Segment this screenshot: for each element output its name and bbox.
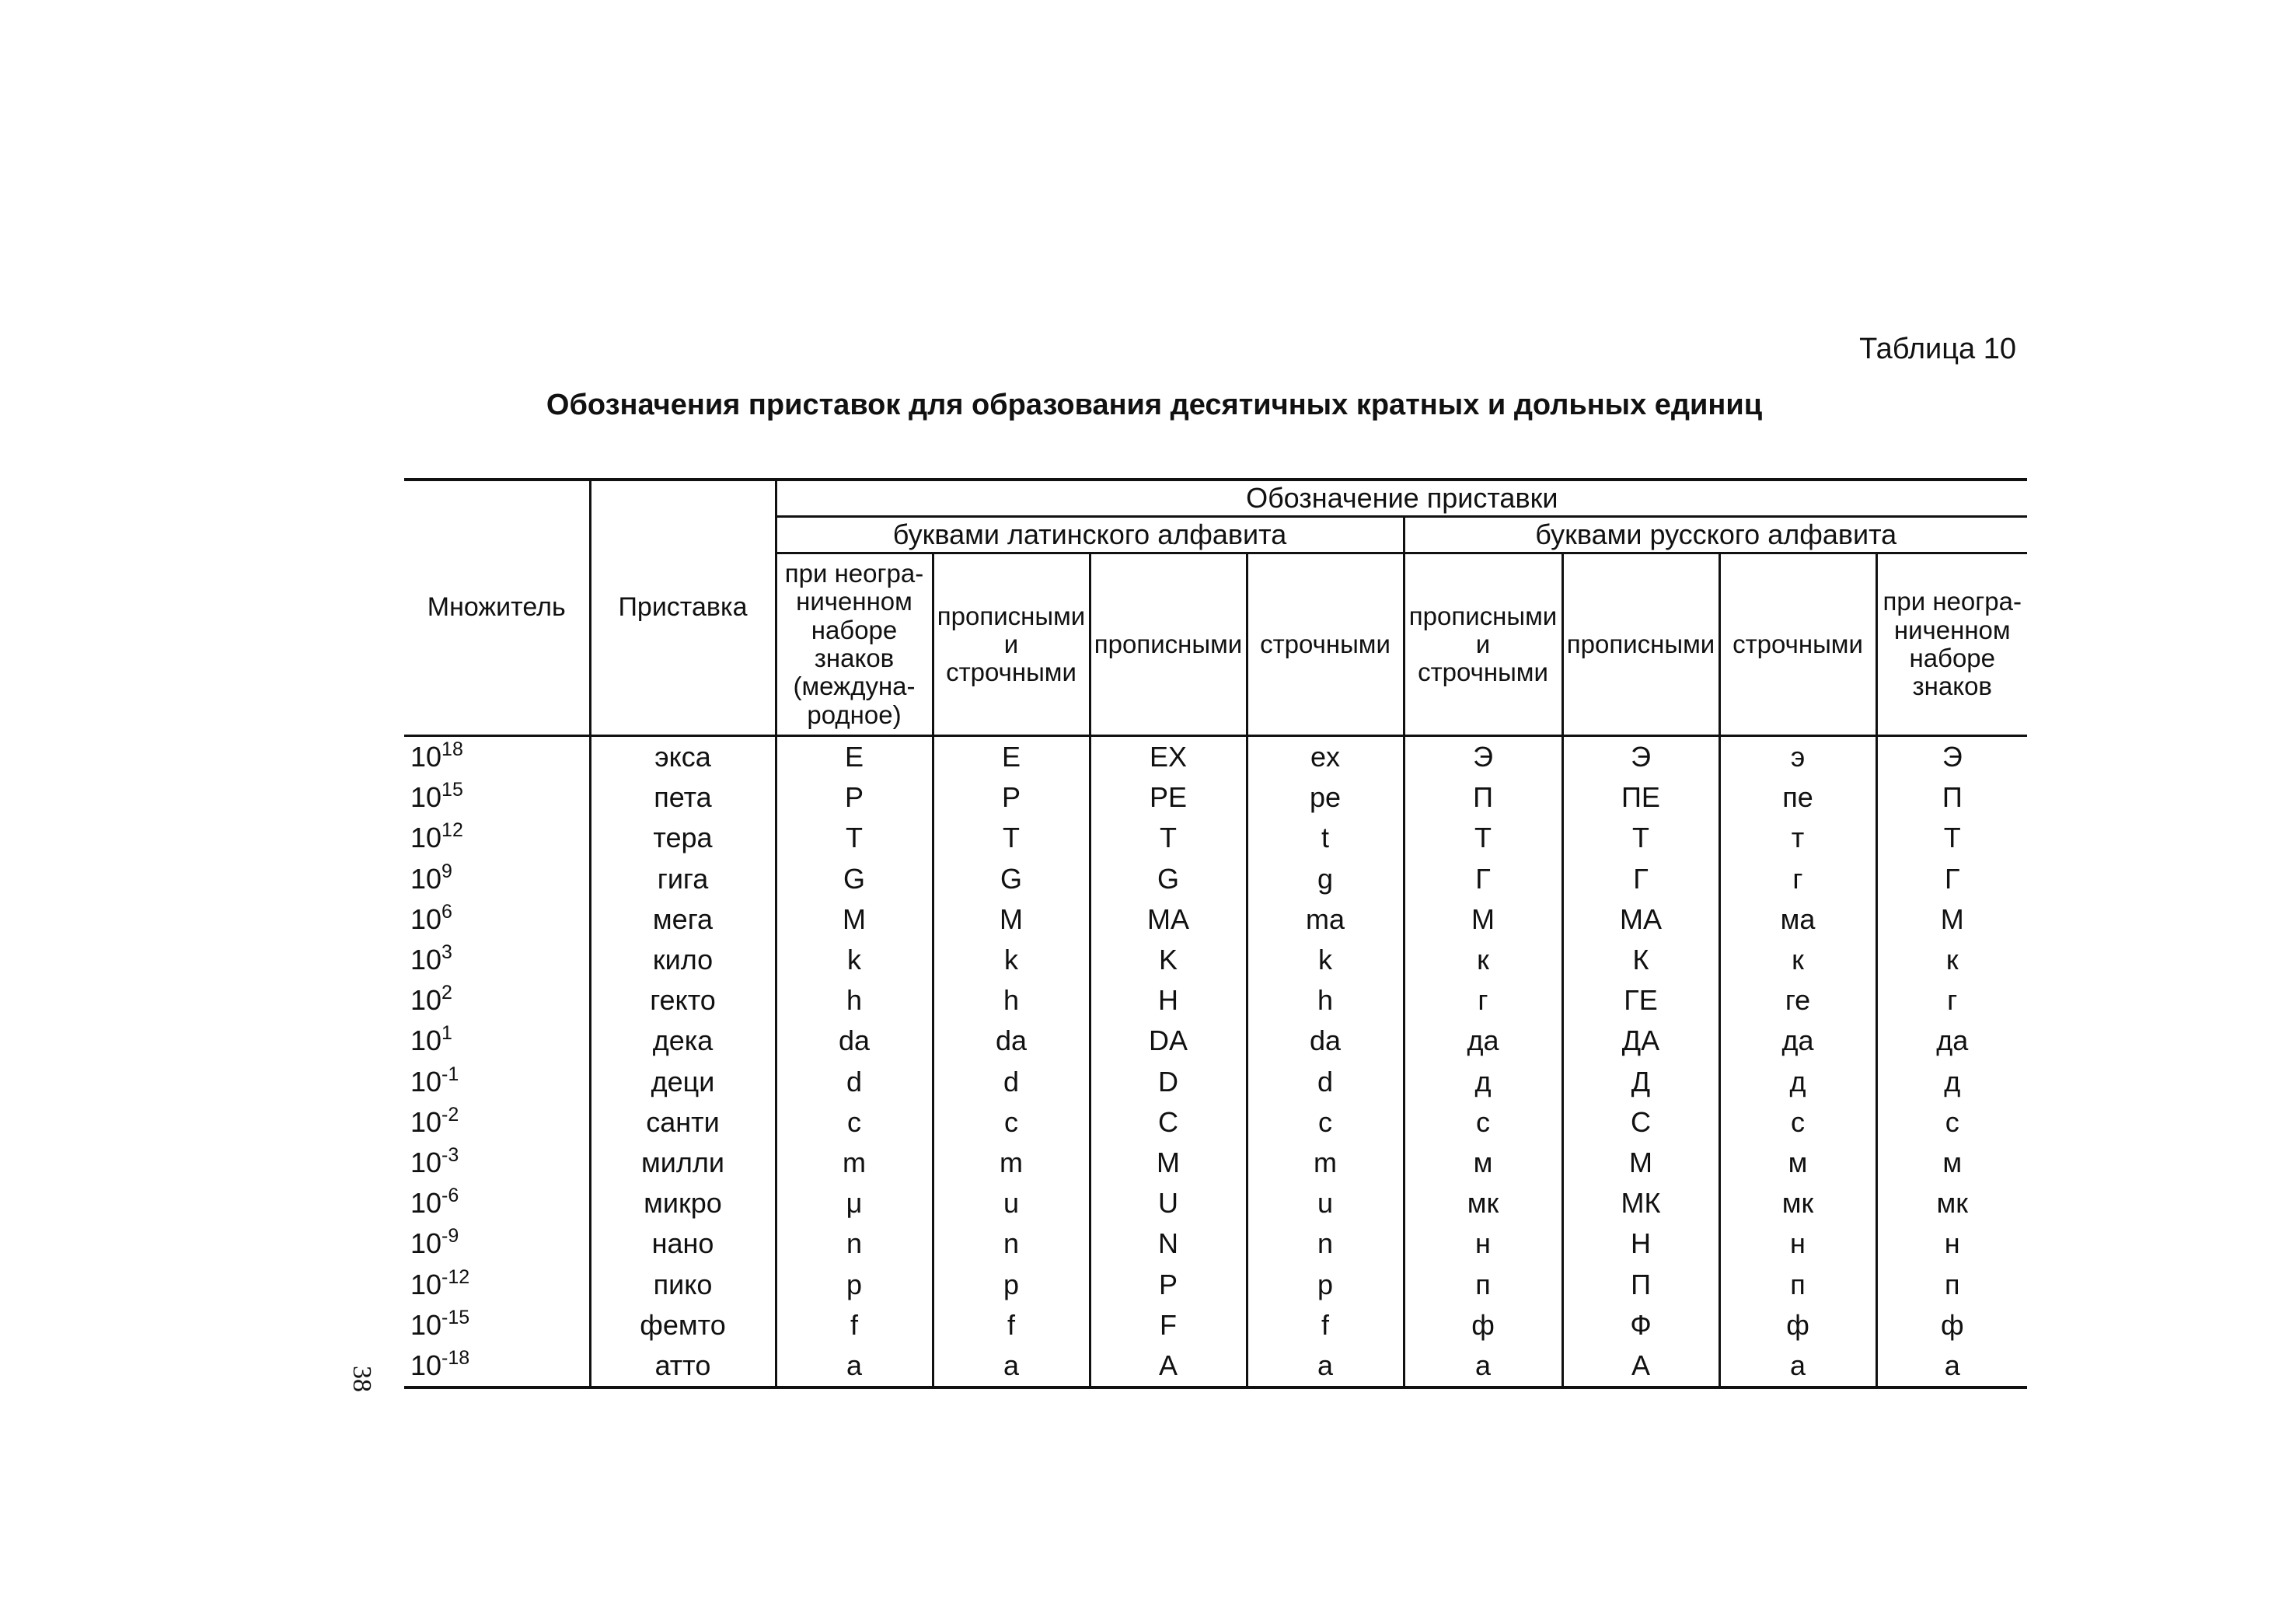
designation-cell: ПЕ: [1562, 777, 1719, 818]
designation-cell: Т: [1404, 818, 1562, 858]
designation-cell: c: [1247, 1102, 1404, 1143]
table-row: [404, 1346, 2027, 1387]
designation-cell: а: [1719, 1346, 1876, 1387]
designation-cell: Т: [1876, 818, 2027, 858]
designation-cell: G: [776, 859, 933, 899]
multiplier-base: 10: [410, 984, 442, 1017]
table-row: [404, 940, 2027, 980]
designation-cell: u: [1247, 1183, 1404, 1223]
designation-cell: E: [776, 736, 933, 778]
multiplier-exponent: -12: [441, 1265, 470, 1288]
designation-cell: ф: [1719, 1305, 1876, 1346]
table-row: [404, 1102, 2027, 1143]
multiplier-base: 10: [410, 822, 442, 854]
table-number-label: Таблица 10: [1859, 333, 2016, 365]
subheader-line: строчными: [1732, 629, 1863, 658]
table-row: [404, 1183, 2027, 1223]
table-row: [404, 899, 2027, 940]
multiplier-exponent: -15: [441, 1306, 470, 1328]
multiplier-cell: [404, 736, 590, 778]
designation-cell: н: [1404, 1223, 1562, 1264]
designation-cell: PE: [1090, 777, 1247, 818]
designation-cell: p: [1247, 1264, 1404, 1304]
designation-cell: К: [1562, 940, 1719, 980]
multiplier-exponent: -1: [441, 1063, 459, 1085]
designation-cell: с: [1404, 1102, 1562, 1143]
designation-cell: T: [776, 818, 933, 858]
prefix-cell: гига: [590, 859, 776, 899]
multiplier-base: 10: [410, 741, 442, 773]
header-prefix: Приставка: [590, 480, 776, 736]
multiplier-cell: [404, 859, 590, 899]
designation-cell: H: [1090, 980, 1247, 1021]
table-title: Обозначения приставок для образования десятичных кратных и дольных единиц: [546, 389, 1763, 421]
designation-cell: MA: [1090, 899, 1247, 940]
multiplier-exponent: 12: [441, 819, 463, 842]
subheader-line: при неогра-: [1883, 587, 2022, 616]
designation-cell: P: [776, 777, 933, 818]
multiplier-cell: [404, 1183, 590, 1223]
designation-cell: N: [1090, 1223, 1247, 1264]
subheader-5: [1404, 553, 1562, 736]
multiplier-cell: [404, 980, 590, 1021]
designation-cell: э: [1719, 736, 1876, 778]
designation-cell: а: [1404, 1346, 1562, 1387]
multiplier-cell: [404, 1143, 590, 1183]
designation-cell: h: [933, 980, 1090, 1021]
designation-cell: da: [1247, 1021, 1404, 1061]
designation-cell: f: [933, 1305, 1090, 1346]
designation-cell: п: [1404, 1264, 1562, 1304]
multiplier-base: 10: [410, 944, 442, 976]
designation-cell: D: [1090, 1062, 1247, 1102]
designation-cell: da: [933, 1021, 1090, 1061]
multiplier-base: 10: [410, 1065, 442, 1098]
designation-cell: n: [1247, 1223, 1404, 1264]
prefix-cell: пета: [590, 777, 776, 818]
multiplier-cell: [404, 1021, 590, 1061]
table-row: [404, 859, 2027, 899]
designation-cell: F: [1090, 1305, 1247, 1346]
multiplier-exponent: -2: [441, 1103, 459, 1126]
designation-cell: Э: [1404, 736, 1562, 778]
designation-cell: Г: [1404, 859, 1562, 899]
designation-cell: г: [1404, 980, 1562, 1021]
prefix-cell: кило: [590, 940, 776, 980]
designation-cell: d: [933, 1062, 1090, 1102]
designation-cell: ГЕ: [1562, 980, 1719, 1021]
designation-cell: с: [1876, 1102, 2027, 1143]
designation-cell: Э: [1876, 736, 2027, 778]
multiplier-cell: [404, 1264, 590, 1304]
subheader-line: (междуна-: [793, 672, 916, 701]
multiplier-exponent: 15: [441, 779, 463, 801]
subheader-line: строчными: [1418, 658, 1548, 687]
subheader-line: прописными: [1408, 601, 1558, 630]
designation-cell: н: [1876, 1223, 2027, 1264]
designation-cell: мк: [1876, 1183, 2027, 1223]
subheader-line: при неогра-: [784, 559, 924, 588]
designation-cell: пе: [1719, 777, 1876, 818]
designation-cell: DA: [1090, 1021, 1247, 1061]
designation-cell: a: [1247, 1346, 1404, 1387]
designation-cell: u: [933, 1183, 1090, 1223]
designation-cell: h: [776, 980, 933, 1021]
multiplier-cell: [404, 940, 590, 980]
subheader-line: наборе: [811, 615, 898, 644]
designation-cell: m: [1247, 1143, 1404, 1183]
prefix-cell: нано: [590, 1223, 776, 1264]
subheader-line: строчными: [946, 658, 1076, 687]
multiplier-exponent: 3: [441, 941, 452, 964]
designation-cell: А: [1562, 1346, 1719, 1387]
designation-cell: μ: [776, 1183, 933, 1223]
designation-cell: c: [933, 1102, 1090, 1143]
multiplier-base: 10: [410, 1105, 442, 1138]
prefix-cell: тера: [590, 818, 776, 858]
designation-cell: Н: [1562, 1223, 1719, 1264]
designation-cell: ма: [1719, 899, 1876, 940]
designation-cell: мк: [1719, 1183, 1876, 1223]
designation-cell: г: [1719, 859, 1876, 899]
subheader-6: [1562, 553, 1719, 736]
subheader-line: ниченном: [796, 587, 912, 616]
designation-cell: м: [1876, 1143, 2027, 1183]
subheader-8: [1876, 553, 2027, 736]
multiplier-base: 10: [410, 862, 442, 895]
designation-cell: ma: [1247, 899, 1404, 940]
designation-cell: k: [1247, 940, 1404, 980]
subheader-line: и: [1003, 629, 1019, 658]
designation-cell: Д: [1562, 1062, 1719, 1102]
designation-cell: T: [933, 818, 1090, 858]
table-row: [404, 1264, 2027, 1304]
designation-cell: da: [776, 1021, 933, 1061]
subheader-line: знаков: [814, 644, 895, 672]
subheader-line: родное): [807, 700, 902, 729]
designation-cell: M: [933, 899, 1090, 940]
designation-cell: Ф: [1562, 1305, 1719, 1346]
subheader-line: наборе: [1909, 644, 1996, 672]
header-latin-alphabet: буквами латинского алфавита: [776, 517, 1404, 553]
subheader-2: [933, 553, 1090, 736]
designation-cell: м: [1404, 1143, 1562, 1183]
multiplier-exponent: -18: [441, 1346, 470, 1369]
designation-cell: ф: [1404, 1305, 1562, 1346]
multiplier-exponent: 1: [441, 1022, 452, 1045]
prefix-designation-table: [404, 478, 2027, 1389]
designation-cell: k: [933, 940, 1090, 980]
designation-cell: p: [933, 1264, 1090, 1304]
prefix-cell: деци: [590, 1062, 776, 1102]
multiplier-base: 10: [410, 1349, 442, 1381]
designation-cell: T: [1090, 818, 1247, 858]
header-designation: Обозначение приставки: [776, 480, 2027, 517]
subheader-line: ниченном: [1893, 615, 2011, 644]
designation-cell: E: [933, 736, 1090, 778]
designation-cell: м: [1719, 1143, 1876, 1183]
multiplier-exponent: -3: [441, 1143, 459, 1166]
subheader-line: и: [1475, 629, 1491, 658]
designation-cell: m: [776, 1143, 933, 1183]
designation-cell: П: [1562, 1264, 1719, 1304]
prefix-cell: гекто: [590, 980, 776, 1021]
designation-cell: п: [1719, 1264, 1876, 1304]
multiplier-base: 10: [410, 1268, 442, 1300]
designation-cell: Г: [1562, 859, 1719, 899]
designation-cell: к: [1719, 940, 1876, 980]
designation-cell: д: [1719, 1062, 1876, 1102]
header-russian-alphabet: буквами русского алфавита: [1404, 517, 2027, 553]
subheader-3: [1090, 553, 1247, 736]
designation-cell: P: [933, 777, 1090, 818]
designation-cell: g: [1247, 859, 1404, 899]
prefix-cell: милли: [590, 1143, 776, 1183]
table-row: [404, 777, 2027, 818]
designation-cell: П: [1404, 777, 1562, 818]
subheader-line: знаков: [1912, 672, 1992, 701]
multiplier-exponent: 6: [441, 900, 452, 923]
designation-cell: да: [1404, 1021, 1562, 1061]
prefix-cell: фемто: [590, 1305, 776, 1346]
multiplier-cell: [404, 1346, 590, 1387]
designation-cell: н: [1719, 1223, 1876, 1264]
designation-cell: да: [1719, 1021, 1876, 1061]
page-number: 38: [347, 1366, 376, 1392]
prefix-cell: экса: [590, 736, 776, 778]
designation-cell: t: [1247, 818, 1404, 858]
designation-cell: п: [1876, 1264, 2027, 1304]
prefix-cell: дека: [590, 1021, 776, 1061]
designation-cell: да: [1876, 1021, 2027, 1061]
designation-cell: к: [1876, 940, 2027, 980]
designation-cell: С: [1562, 1102, 1719, 1143]
designation-cell: МК: [1562, 1183, 1719, 1223]
multiplier-cell: [404, 818, 590, 858]
designation-cell: МА: [1562, 899, 1719, 940]
multiplier-base: 10: [410, 781, 442, 814]
multiplier-exponent: -9: [441, 1225, 459, 1248]
prefix-cell: микро: [590, 1183, 776, 1223]
multiplier-cell: [404, 1102, 590, 1143]
designation-cell: M: [776, 899, 933, 940]
designation-cell: a: [933, 1346, 1090, 1387]
designation-cell: М: [1562, 1143, 1719, 1183]
table-row: [404, 1305, 2027, 1346]
designation-cell: d: [776, 1062, 933, 1102]
header-multiplier: Множитель: [404, 480, 590, 736]
multiplier-exponent: -6: [441, 1185, 459, 1207]
prefix-cell: мега: [590, 899, 776, 940]
multiplier-base: 10: [410, 1227, 442, 1260]
designation-cell: П: [1876, 777, 2027, 818]
designation-cell: n: [933, 1223, 1090, 1264]
designation-cell: EX: [1090, 736, 1247, 778]
designation-cell: д: [1876, 1062, 2027, 1102]
multiplier-cell: [404, 1062, 590, 1102]
designation-cell: a: [776, 1346, 933, 1387]
multiplier-base: 10: [410, 1024, 442, 1057]
designation-cell: M: [1090, 1143, 1247, 1183]
designation-cell: М: [1404, 899, 1562, 940]
designation-cell: ex: [1247, 736, 1404, 778]
designation-cell: h: [1247, 980, 1404, 1021]
designation-cell: с: [1719, 1102, 1876, 1143]
table-row: [404, 1143, 2027, 1183]
subheader-line: прописными: [937, 601, 1086, 630]
designation-cell: U: [1090, 1183, 1247, 1223]
multiplier-exponent: 2: [441, 982, 452, 1004]
designation-cell: f: [1247, 1305, 1404, 1346]
designation-cell: k: [776, 940, 933, 980]
multiplier-base: 10: [410, 1187, 442, 1220]
multiplier-cell: [404, 777, 590, 818]
designation-cell: ге: [1719, 980, 1876, 1021]
multiplier-cell: [404, 1223, 590, 1264]
table-row: [404, 1223, 2027, 1264]
designation-cell: pe: [1247, 777, 1404, 818]
designation-cell: P: [1090, 1264, 1247, 1304]
table-row: [404, 1062, 2027, 1102]
designation-cell: d: [1247, 1062, 1404, 1102]
multiplier-exponent: 9: [441, 860, 452, 882]
prefix-cell: санти: [590, 1102, 776, 1143]
subheader-line: строчными: [1260, 629, 1391, 658]
multiplier-cell: [404, 899, 590, 940]
multiplier-cell: [404, 1305, 590, 1346]
multiplier-exponent: 18: [441, 738, 463, 761]
designation-cell: m: [933, 1143, 1090, 1183]
designation-cell: а: [1876, 1346, 2027, 1387]
designation-cell: М: [1876, 899, 2027, 940]
table-row: [404, 980, 2027, 1021]
designation-cell: г: [1876, 980, 2027, 1021]
designation-cell: д: [1404, 1062, 1562, 1102]
multiplier-base: 10: [410, 1308, 442, 1341]
multiplier-base: 10: [410, 902, 442, 935]
designation-cell: K: [1090, 940, 1247, 980]
designation-cell: A: [1090, 1346, 1247, 1387]
designation-cell: Г: [1876, 859, 2027, 899]
designation-cell: C: [1090, 1102, 1247, 1143]
prefix-cell: атто: [590, 1346, 776, 1387]
subheader-7: [1719, 553, 1876, 736]
designation-cell: G: [933, 859, 1090, 899]
designation-cell: ДА: [1562, 1021, 1719, 1061]
designation-cell: n: [776, 1223, 933, 1264]
subheader-4: [1247, 553, 1404, 736]
multiplier-base: 10: [410, 1146, 442, 1178]
designation-cell: Э: [1562, 736, 1719, 778]
table-row: [404, 1021, 2027, 1061]
subheader-1: [776, 553, 933, 736]
designation-cell: к: [1404, 940, 1562, 980]
designation-cell: p: [776, 1264, 933, 1304]
prefix-cell: пико: [590, 1264, 776, 1304]
table-row: [404, 818, 2027, 858]
designation-cell: f: [776, 1305, 933, 1346]
subheader-line: прописными: [1566, 629, 1715, 658]
designation-cell: т: [1719, 818, 1876, 858]
designation-cell: ф: [1876, 1305, 2027, 1346]
designation-cell: G: [1090, 859, 1247, 899]
designation-cell: c: [776, 1102, 933, 1143]
subheader-line: прописными: [1094, 629, 1243, 658]
designation-cell: мк: [1404, 1183, 1562, 1223]
table-row: [404, 736, 2027, 778]
designation-cell: Т: [1562, 818, 1719, 858]
